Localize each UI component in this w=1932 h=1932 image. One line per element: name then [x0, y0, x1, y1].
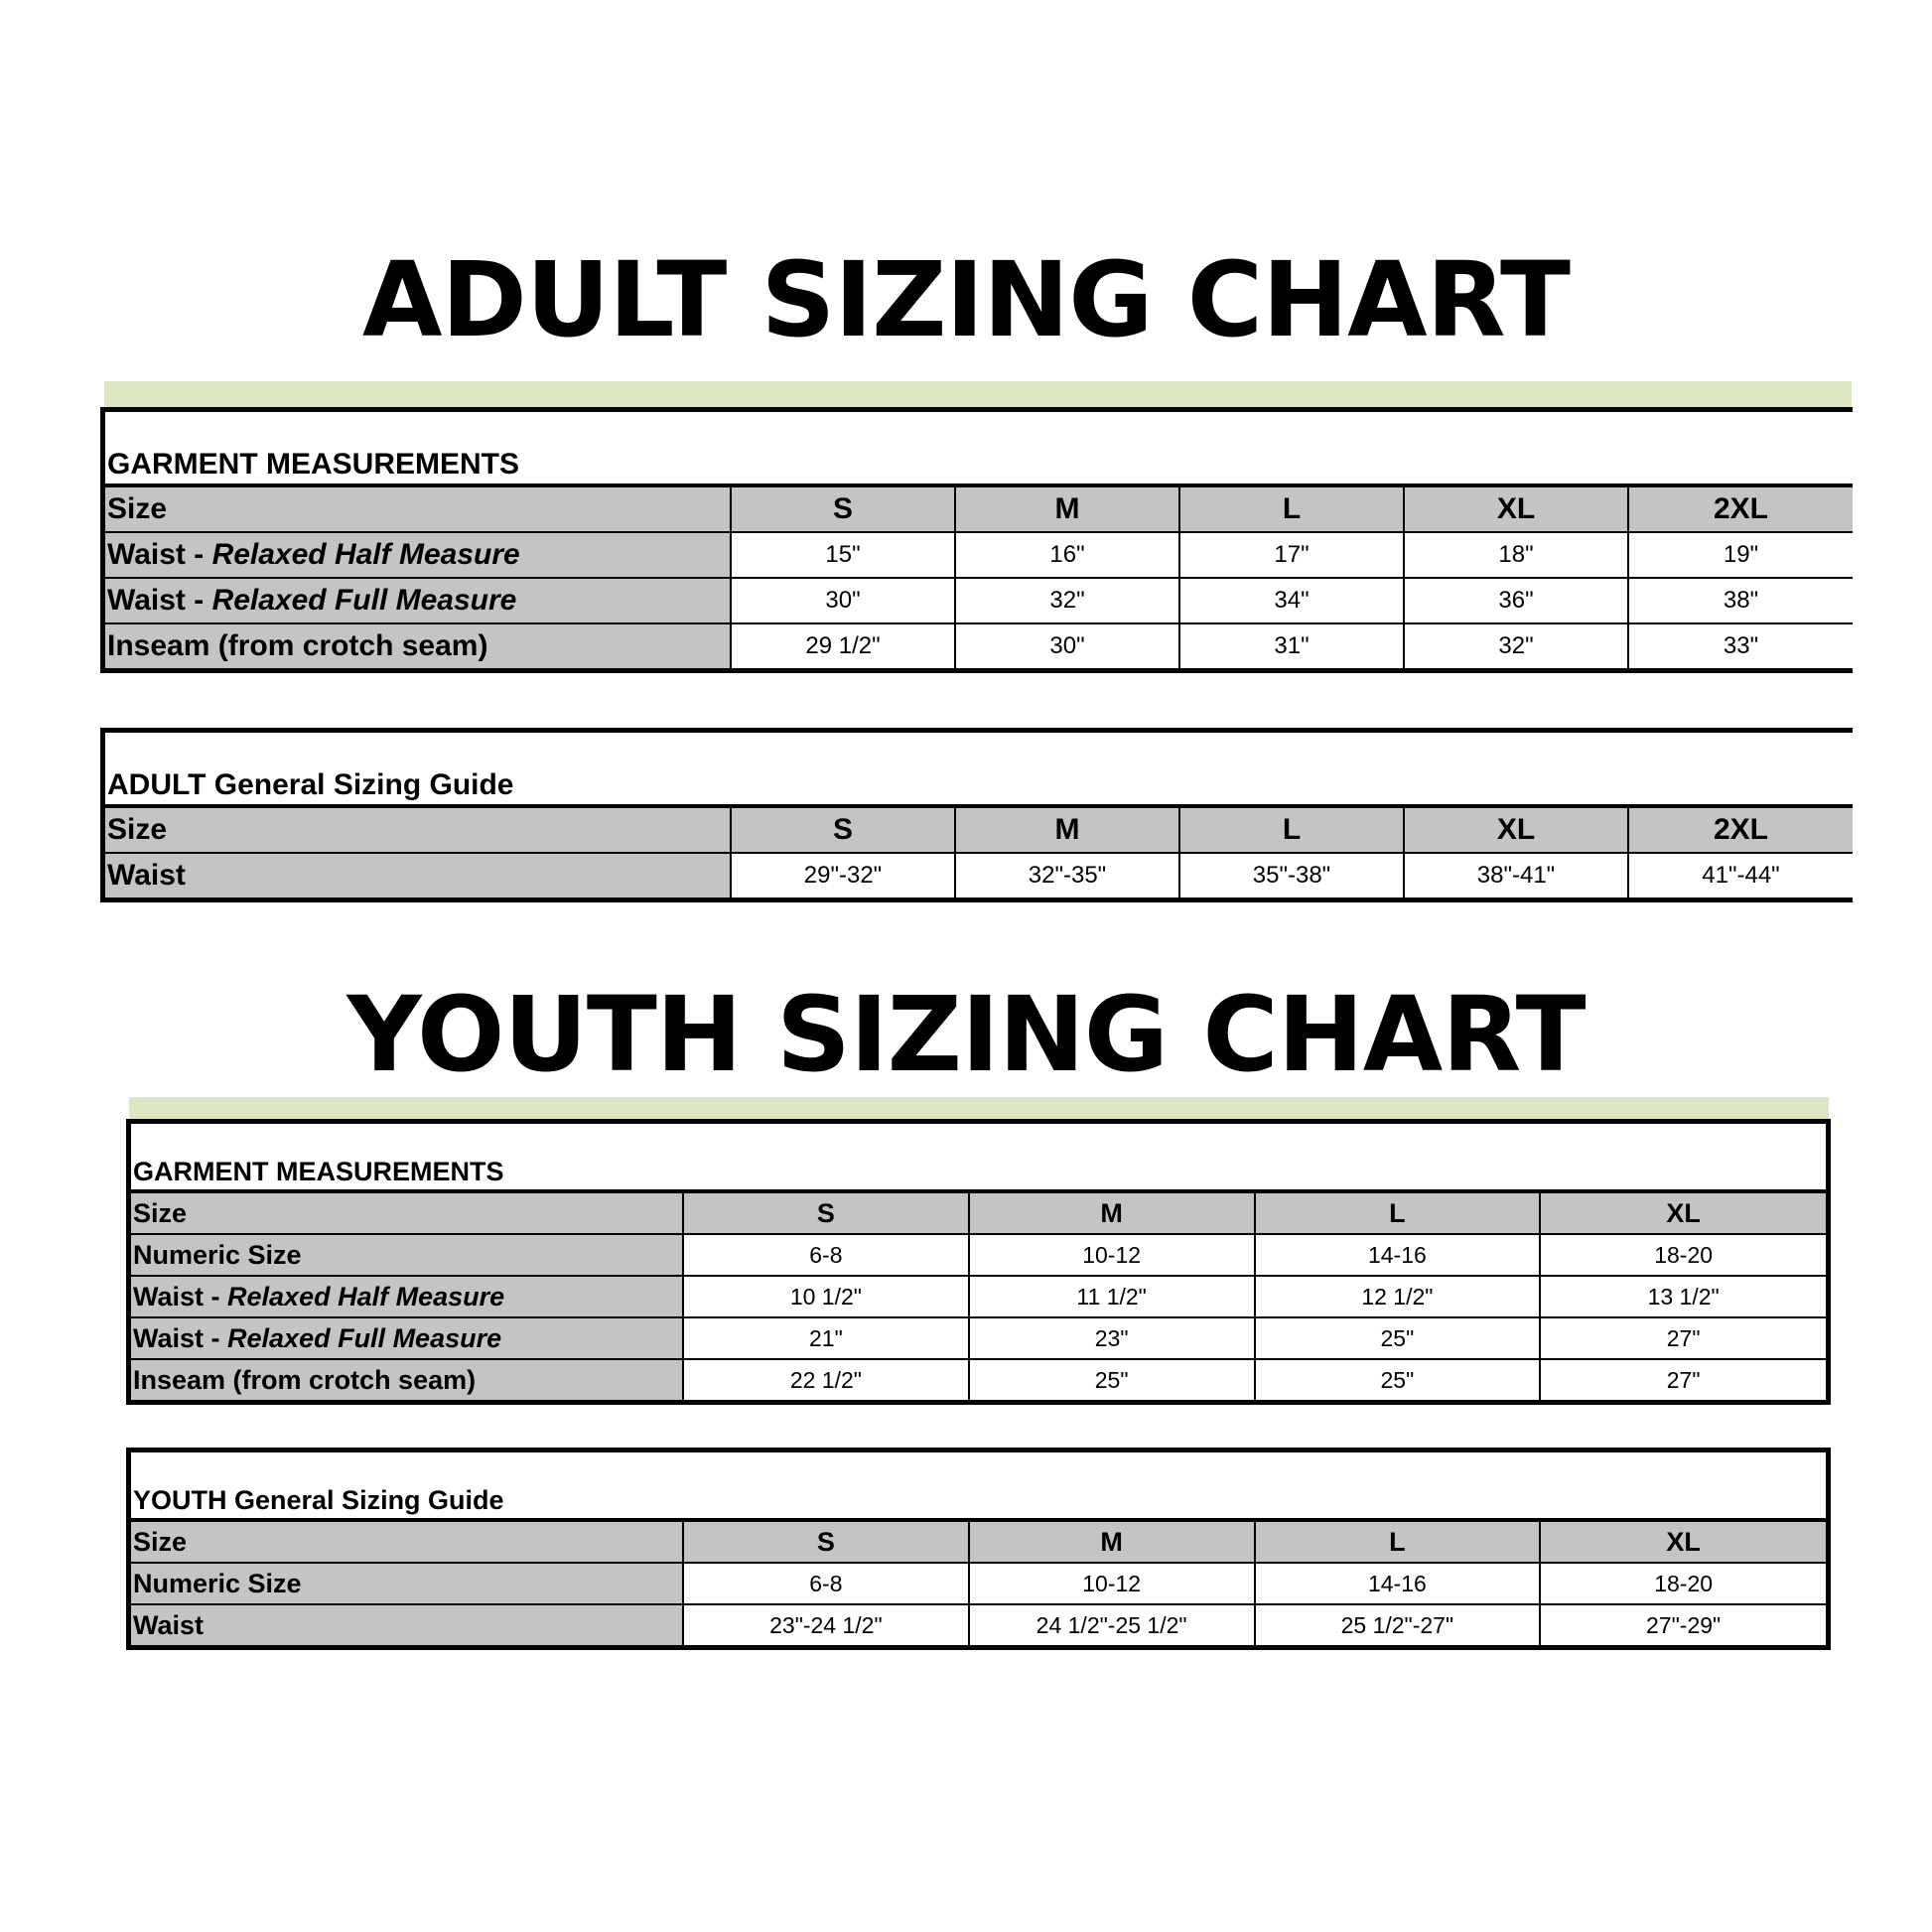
measurement-cell: 24 1/2"-25 1/2" [969, 1604, 1255, 1648]
row-label [131, 1234, 683, 1276]
size-header-cell: XL [1404, 806, 1628, 853]
row-label-emphasis: Relaxed Half Measure [211, 538, 520, 571]
row-label-text: Inseam (from crotch seam) [107, 629, 488, 662]
table-row [105, 853, 1853, 900]
measurement-cell: 29 1/2" [731, 623, 955, 671]
table-row [131, 1234, 1826, 1276]
table-heading: GARMENT MEASUREMENTS [133, 1157, 504, 1186]
row-label-text: Numeric Size [133, 1239, 302, 1270]
measurement-cell: 38"-41" [1404, 853, 1628, 900]
measurement-cell: 14-16 [1255, 1563, 1541, 1604]
measurement-cell: 11 1/2" [969, 1276, 1255, 1317]
size-header-row [131, 1520, 1826, 1563]
row-label-text: Numeric Size [133, 1568, 302, 1598]
size-header-cell: L [1179, 806, 1404, 853]
adult-chart-title: ADULT SIZING CHART [362, 239, 1570, 360]
measurement-cell: 23"-24 1/2" [683, 1604, 969, 1648]
table-row [105, 532, 1853, 578]
measurement-cell: 16" [955, 532, 1179, 578]
row-label-text: Waist - [107, 584, 212, 617]
row-label [105, 578, 731, 623]
measurement-cell: 10-12 [969, 1234, 1255, 1276]
row-label [131, 1604, 683, 1648]
measurement-cell: 32" [1404, 623, 1628, 671]
size-header-cell: S [683, 1191, 969, 1234]
size-header-cell: S [683, 1520, 969, 1563]
measurement-cell: 38" [1628, 578, 1853, 623]
measurement-cell: 6-8 [683, 1234, 969, 1276]
table-row [131, 1359, 1826, 1403]
adult-header-bar [104, 381, 1852, 407]
size-header-row [105, 806, 1853, 853]
measurement-cell: 15" [731, 532, 955, 578]
row-label-text: Waist - [133, 1322, 228, 1353]
size-header-cell: S [731, 806, 955, 853]
size-header-cell: 2XL [1628, 485, 1853, 532]
measurement-cell: 23" [969, 1317, 1255, 1359]
measurement-cell: 18-20 [1540, 1234, 1826, 1276]
row-label [131, 1276, 683, 1317]
size-header-cell: M [955, 806, 1179, 853]
row-label-text: Inseam (from crotch seam) [133, 1364, 477, 1395]
size-header-row [105, 485, 1853, 532]
row-label [105, 853, 731, 900]
size-header-cell: L [1179, 485, 1404, 532]
measurement-cell: 25" [1255, 1359, 1541, 1403]
table-row [131, 1604, 1826, 1648]
measurement-cell: 18" [1404, 532, 1628, 578]
table-row [131, 1317, 1826, 1359]
table-heading: ADULT General Sizing Guide [107, 768, 514, 801]
size-header-cell: M [969, 1191, 1255, 1234]
row-label: Size [105, 485, 731, 532]
measurement-cell: 31" [1179, 623, 1404, 671]
row-label-emphasis: Relaxed Half Measure [227, 1281, 505, 1311]
measurement-cell: 18-20 [1540, 1563, 1826, 1604]
measurement-cell: 21" [683, 1317, 969, 1359]
measurement-cell: 27" [1540, 1359, 1826, 1403]
row-label-text: Waist - [133, 1281, 228, 1311]
table-row [131, 1563, 1826, 1604]
size-header-cell: M [955, 485, 1179, 532]
row-label: Size [131, 1191, 683, 1234]
row-label [105, 532, 731, 578]
measurement-cell: 25 1/2"-27" [1255, 1604, 1541, 1648]
measurement-cell: 13 1/2" [1540, 1276, 1826, 1317]
table-heading: GARMENT MEASUREMENTS [107, 448, 520, 481]
table-row [105, 623, 1853, 671]
measurement-cell: 27" [1540, 1317, 1826, 1359]
measurement-cell: 33" [1628, 623, 1853, 671]
measurement-cell: 19" [1628, 532, 1853, 578]
measurement-cell: 14-16 [1255, 1234, 1541, 1276]
row-label-emphasis: Relaxed Full Measure [227, 1322, 502, 1353]
measurement-cell: 30" [955, 623, 1179, 671]
measurement-cell: 29"-32" [731, 853, 955, 900]
table-row [105, 578, 1853, 623]
measurement-cell: 12 1/2" [1255, 1276, 1541, 1317]
table-heading: YOUTH General Sizing Guide [133, 1485, 504, 1515]
measurement-cell: 30" [731, 578, 955, 623]
size-header-cell: S [731, 485, 955, 532]
measurement-cell: 41"-44" [1628, 853, 1853, 900]
size-header-cell: 2XL [1628, 806, 1853, 853]
measurement-cell: 32" [955, 578, 1179, 623]
measurement-cell: 36" [1404, 578, 1628, 623]
measurement-cell: 10-12 [969, 1563, 1255, 1604]
row-label-text: Waist [107, 859, 186, 892]
size-header-cell: L [1255, 1520, 1541, 1563]
size-header-cell: XL [1404, 485, 1628, 532]
size-header-row [131, 1191, 1826, 1234]
row-label-text: Waist [133, 1609, 205, 1640]
row-label [131, 1563, 683, 1604]
row-label: Size [131, 1520, 683, 1563]
measurement-cell: 25" [969, 1359, 1255, 1403]
row-label [131, 1359, 683, 1403]
size-header-cell: XL [1540, 1520, 1826, 1563]
row-label-text: Waist - [107, 538, 212, 571]
youth-garment-measurements-table [126, 1119, 1831, 1405]
size-header-cell: L [1255, 1191, 1541, 1234]
measurement-cell: 6-8 [683, 1563, 969, 1604]
measurement-cell: 25" [1255, 1317, 1541, 1359]
adult-garment-measurements-table [100, 407, 1853, 673]
measurement-cell: 34" [1179, 578, 1404, 623]
measurement-cell: 22 1/2" [683, 1359, 969, 1403]
row-label-emphasis: Relaxed Full Measure [211, 584, 517, 617]
youth-chart-title: YOUTH SIZING CHART [346, 974, 1586, 1095]
row-label [131, 1317, 683, 1359]
row-label: Size [105, 806, 731, 853]
table-row [131, 1276, 1826, 1317]
measurement-cell: 35"-38" [1179, 853, 1404, 900]
youth-general-sizing-guide-table [126, 1448, 1831, 1650]
row-label [105, 623, 731, 671]
size-header-cell: XL [1540, 1191, 1826, 1234]
adult-general-sizing-guide-table [100, 728, 1853, 902]
measurement-cell: 10 1/2" [683, 1276, 969, 1317]
measurement-cell: 27"-29" [1540, 1604, 1826, 1648]
measurement-cell: 17" [1179, 532, 1404, 578]
size-header-cell: M [969, 1520, 1255, 1563]
measurement-cell: 32"-35" [955, 853, 1179, 900]
